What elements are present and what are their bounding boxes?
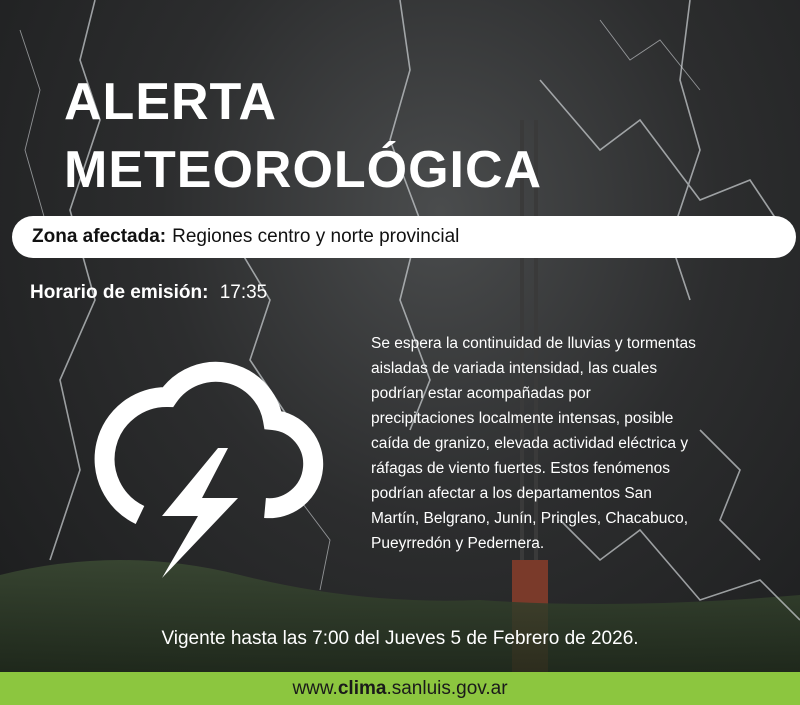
validity-text: Vigente hasta las 7:00 del Jueves 5 de Febrero de 2026. (161, 628, 639, 649)
zone-label: Zona afectada: (32, 226, 167, 247)
title-line-2: METEOROLÓGICA (64, 141, 543, 199)
description-line: podrían afectar a los departamentos San (371, 485, 652, 502)
description-line: Se espera la continuidad de lluvias y tormentas (371, 335, 696, 352)
emission-value: 17:35 (219, 282, 268, 303)
url-prefix: www. (292, 677, 338, 699)
title-line-1: ALERTA (64, 73, 278, 131)
url-suffix: .sanluis.gov.ar (386, 677, 508, 699)
zone-value: Regiones centro y norte provincial (172, 226, 460, 247)
description-line: ráfagas de viento fuertes. Estos fenómenos (371, 460, 670, 477)
description-line: precipitaciones localmente intensas, posible (371, 410, 674, 427)
alert-description (371, 331, 751, 556)
emission-time (30, 282, 267, 304)
description-line: caída de granizo, elevada actividad eléctrica y (371, 435, 689, 452)
affected-zone-bar (12, 216, 796, 258)
storm-cloud-lightning-icon (70, 340, 330, 590)
description-line: podrían estar acompañadas por (371, 385, 591, 402)
url-brand: clima (337, 677, 387, 699)
description-line: Martín, Belgrano, Junín, Pringles, Chacabuco, (371, 510, 689, 527)
footer-url[interactable] (0, 672, 800, 705)
alert-title (64, 68, 542, 204)
description-line: Pueyrredón y Pedernera. (371, 535, 545, 552)
emission-label: Horario de emisión: (30, 282, 209, 303)
description-line: aisladas de variada intensidad, las cuales (371, 360, 658, 377)
